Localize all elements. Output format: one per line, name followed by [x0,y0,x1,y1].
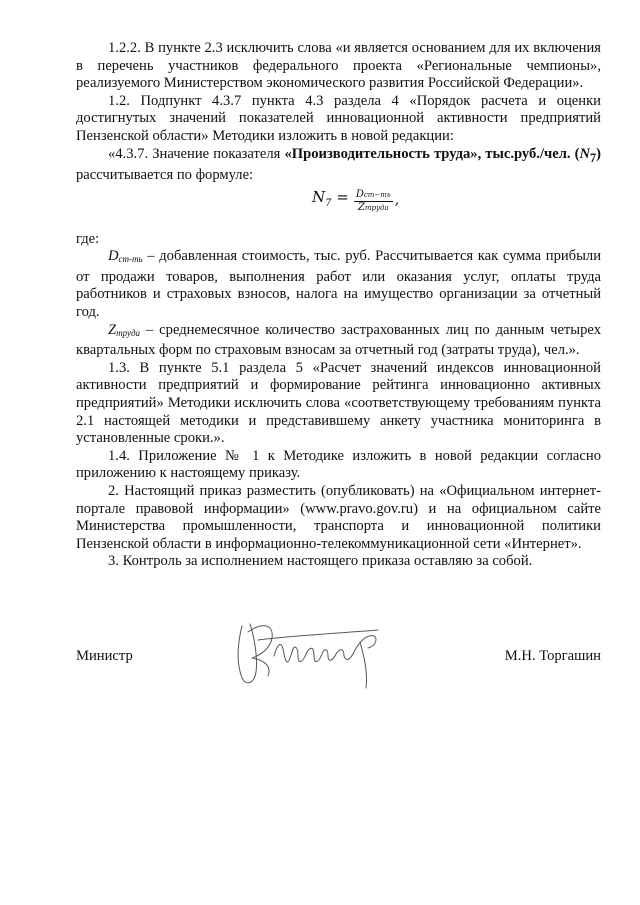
formula-num-sub: ст−ть [363,190,391,199]
formula-comma: , [394,192,400,209]
formula-lhs-var: N [312,188,326,207]
paragraph-2: 2. Настоящий приказ разместить (опубликовать) на «Официальном интернет-портале правовой информации» (www.pravo.gov.ru) и на официальном сайте Министерства промышленности, транспорта и инновационной политики Пензенской области в информационно-телекоммуникационной сети «Интернет». [76,482,601,552]
formula-equals: = [331,188,349,207]
indicator-variable: N [579,145,591,162]
formula-num-var: D [355,188,364,200]
indicator-name [284,145,601,165]
signature-row [76,648,601,672]
formula-fraction [354,189,393,214]
paragraph-4-3-7 [76,146,601,185]
document-body [76,40,601,571]
indicator-close: ) [596,145,601,162]
formula-numerator [354,189,393,202]
paragraph-1-2: 1.2. Подпункт 4.3.7 пункта 4.3 раздела 4 «Порядок расчета и оценки достигнутых значений показателей инновационной активности предприятий Пензенской области» Методики изложить в новой редакции: [76,92,601,144]
position-title: Министр [76,648,133,664]
indicator-name-text: «Производительность труда», тыс.руб./чел. ( [284,145,580,162]
formula [76,185,601,231]
definition-z-var: Z [108,321,117,338]
definition-z [76,322,601,360]
indicator-variable-sub: 7 [590,150,597,165]
indicator-intro: «4.3.7. Значение показателя [108,145,285,162]
definition-d-var: D [108,248,119,265]
signatory-name: М.Н. Торгашин [504,648,601,664]
formula-den-sub: труда [364,203,389,212]
formula-den-var: Z [357,201,365,213]
paragraph-3: 3. Контроль за исполнением настоящего приказа оставляю за собой. [108,553,533,570]
where-label: где: [76,230,100,247]
paragraph-1-3: 1.3. В пункте 5.1 раздела 5 «Расчет значений индексов инновационной активности предприятий и формирование рейтинга инновационно активных предприятий» Методики исключить слова «соответствующему требованиям пункта 2.1 настоящей методики и представившему анкету участника мониторинга в установленные сроки.». [76,359,601,447]
formula-denominator [356,202,391,214]
definition-d-sub: ст-ть [118,254,143,265]
paragraph-1-4: 1.4. Приложение № 1 к Методике изложить в новой редакции согласно приложению к настоящему приказу. [76,447,601,482]
definition-d [76,248,601,321]
definition-z-text: – среднемесячное количество застрахованных лиц по данным четырех квартальных форм по страховым взносам за отчетный год (затраты труда), чел.». [76,321,601,359]
definition-d-text: – добавленная стоимость, тыс. руб. Рассчитывается как сумма прибыли от продажи товаров, выполнения работ или оказания услуг, оплаты труда работников и страховых взносов, налога на имущество организации за отчетный год. [76,248,601,321]
formula-lhs-sub: 7 [325,198,332,210]
paragraph-1-2-2: 1.2.2. В пункте 2.3 исключить слова «и является основанием для их включения в перечень участников федерального проекта «Региональные чемпионы», реализуемого Министерством экономического развития Российской Федерации». [76,40,601,92]
indicator-tail: рассчитывается по формуле: [76,167,254,184]
definition-z-sub: труда [116,327,141,338]
formula-lhs [312,189,349,213]
